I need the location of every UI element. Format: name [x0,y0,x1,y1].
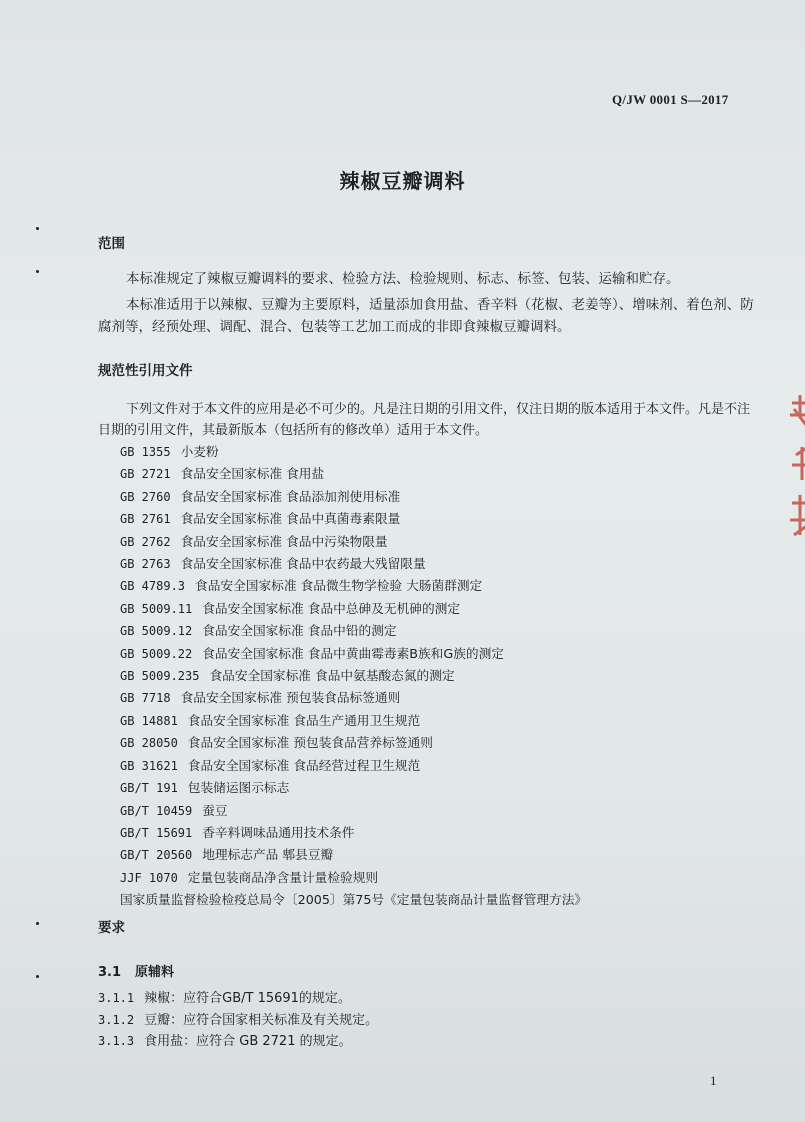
punch-mark [36,975,39,978]
reference-item [120,844,587,866]
punch-mark [36,922,39,925]
requirement-text: 食用盐：应符合 GB 2721 的规定。 [144,1034,352,1049]
requirement-text: 豆瓣：应符合国家相关标准及有关规定。 [144,1012,379,1028]
requirement-items [98,988,378,1053]
reference-code: GB 7718 [120,691,171,706]
reference-item [120,665,587,687]
requirement-number: 3.1.3 [98,1034,135,1048]
requirement-number: 3.1.2 [98,1012,135,1027]
reference-item [120,800,587,822]
reference-title: 食品安全国家标准 食品添加剂使用标准 [180,488,401,504]
document-number: Q/JW 0001 S—2017 [612,92,729,107]
reference-title: 食品安全国家标准 预包装食品标签通则 [180,690,401,706]
reference-code: GB 5009.235 [120,669,200,684]
reference-title: 食品安全国家标准 预包装食品营养标签通则 [187,735,433,751]
reference-item [120,687,587,709]
section-heading-scope: 范围 [98,236,125,252]
reference-item [120,732,587,754]
requirement-item [98,1010,378,1032]
reference-item [120,463,587,485]
reference-item [120,441,587,463]
reference-code: GB/T 10459 [120,803,193,818]
reference-item [120,777,587,799]
reference-code: GB 5009.11 [120,601,193,616]
reference-code: GB/T 191 [120,781,178,796]
reference-item [120,531,587,553]
reference-code: GB 31621 [120,758,178,773]
reference-item [120,643,587,665]
scope-paragraph-1: 本标准规定了辣椒豆瓣调料的要求、检验方法、检验规则、标志、标签、包装、运输和贮存。 [126,271,680,287]
document-title: 辣椒豆瓣调料 [339,169,466,193]
reference-title: 小麦粉 [180,444,219,459]
reference-item [120,710,587,732]
section-heading-references: 规范性引用文件 [98,363,193,379]
reference-item [120,598,587,620]
reference-title: 香辛料调味品通用技术条件 [202,824,355,840]
reference-item [120,553,587,575]
punch-mark [36,270,39,273]
reference-item [120,508,587,530]
reference-code: GB 2763 [120,557,171,572]
reference-title: 食品安全国家标准 食品中黄曲霉毒素B族和G族的测定 [202,645,504,661]
requirement-item [98,1031,378,1053]
reference-code: GB 5009.22 [120,646,193,661]
requirement-text: 辣椒：应符合GB/T 15691的规定。 [144,991,351,1006]
reference-item [120,889,587,910]
reference-item [120,755,587,777]
reference-title: 蚕豆 [202,802,228,818]
reference-code: GB 1355 [120,445,171,459]
reference-code: GB/T 20560 [120,848,193,863]
requirement-number: 3.1.1 [98,991,135,1005]
reference-code: GB 14881 [120,713,178,728]
references-intro: 下列文件对于本文件的应用是必不可少的。凡是注日期的引用文件，仅注日期的版本适用于本文件。凡是不注日期的引用文件，其最新版本（包括所有的修改单）适用于本文件。 [98,402,751,438]
reference-code: GB 4789.3 [120,579,186,594]
reference-title: 食品安全国家标准 食品中总砷及无机砷的测定 [202,600,461,616]
reference-item [120,867,587,889]
page-number: 1 [710,1073,717,1088]
reference-title: 定量包装商品净含量计量检验规则 [187,869,379,885]
reference-title: 包装储运图示标志 [187,780,290,796]
reference-item [120,486,587,508]
reference-code: GB/T 15691 [120,825,193,840]
reference-title: 食品安全国家标准 食品生产通用卫生规范 [187,712,421,728]
red-seal-stamp [778,385,805,565]
reference-code: JJF 1070 [120,870,178,885]
reference-list [120,441,587,911]
reference-item [120,822,587,844]
scope-paragraph-2: 本标准适用于以辣椒、豆瓣为主要原料，适量添加食用盐、香辛料（花椒、老姜等）、增味剂、着色剂、防腐剂等，经预处理、调配、混合、包装等工艺加工而成的非即食辣椒豆瓣调料。 [98,297,754,335]
requirement-item [98,988,378,1010]
reference-code: GB 28050 [120,736,178,751]
reference-code: GB 5009.12 [120,624,193,639]
reference-title: 食品安全国家标准 食品中铅的测定 [202,623,397,639]
reference-title: 食品安全国家标准 食品中真菌毒素限量 [180,511,401,527]
reference-code: GB 2761 [120,512,171,527]
reference-title: 食品安全国家标准 食品中污染物限量 [180,533,388,549]
reference-title: 食品安全国家标准 食品微生物学检验 大肠菌群测定 [195,578,483,594]
reference-title: 国家质量监督检验检疫总局令〔2005〕第75号《定量包装商品计量监督管理方法》 [120,892,588,908]
reference-title: 食品安全国家标准 食品中农药最大残留限量 [180,556,426,572]
reference-code: GB 2760 [120,489,171,504]
subsection-number: 3.1 [98,965,122,980]
reference-item [120,620,587,642]
reference-code: GB 2721 [120,467,171,482]
section-heading-requirements: 要求 [98,920,125,936]
reference-title: 地理标志产品 郫县豆瓣 [202,847,334,863]
subsection-heading-raw-materials [98,961,174,980]
reference-title: 食品安全国家标准 食品经营过程卫生规范 [187,757,421,773]
subsection-title: 原辅料 [135,965,175,980]
reference-code: GB 2762 [120,534,171,549]
reference-title: 食品安全国家标准 食用盐 [180,466,325,482]
reference-title: 食品安全国家标准 食品中氨基酸态氮的测定 [209,668,455,684]
reference-item [120,575,587,597]
punch-mark [36,227,39,230]
